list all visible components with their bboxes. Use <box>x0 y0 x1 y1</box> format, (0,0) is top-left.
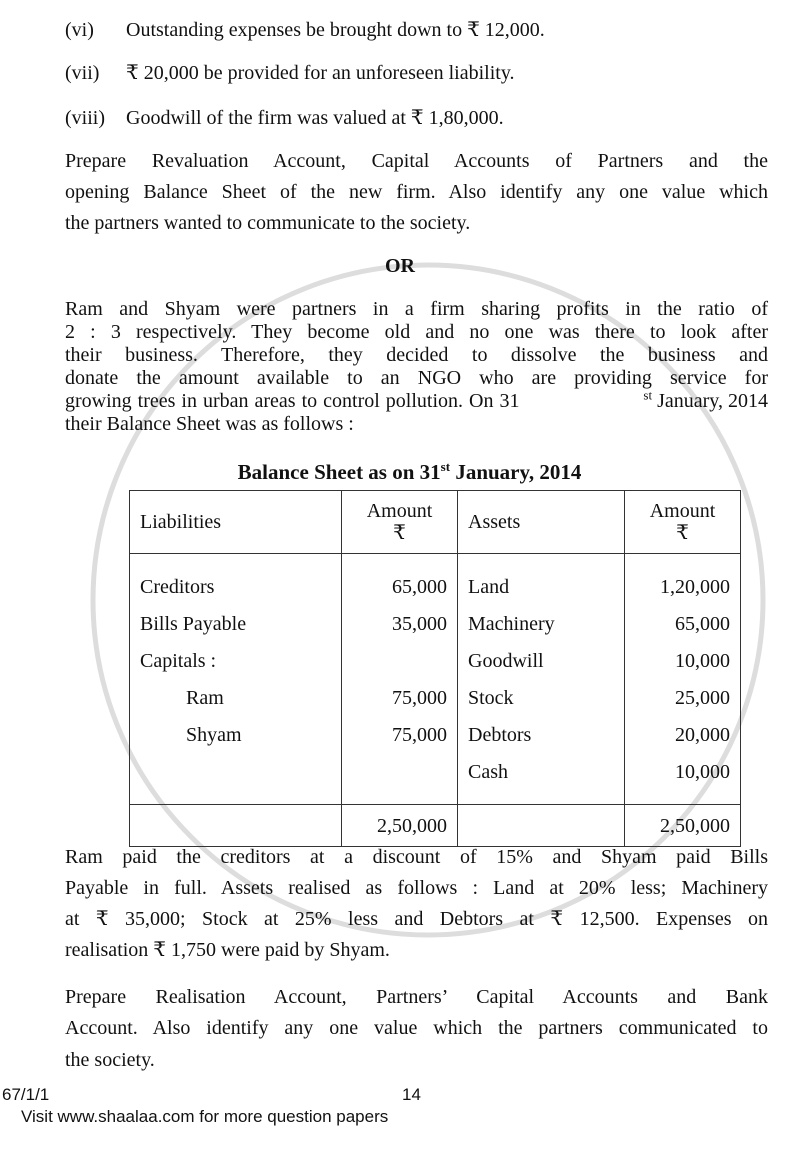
liability-cell: Ram <box>130 679 342 716</box>
amount-cell: 65,000 <box>342 554 458 606</box>
title-text: Balance Sheet as on 31 <box>237 460 441 484</box>
liability-cell: Bills Payable <box>130 605 342 642</box>
paragraph-line: their Balance Sheet was as follows : <box>65 413 354 435</box>
paragraph-line: their business. Therefore, they decided to dissolve the business and <box>65 344 768 366</box>
line-text: January, 2014 <box>652 390 768 412</box>
paragraph-line: Payable in full. Assets realised as follows : Land at 20% less; Machinery <box>65 877 768 899</box>
amount-cell: 75,000 <box>342 679 458 716</box>
header-liabilities: Liabilities <box>130 491 342 554</box>
balance-sheet-table <box>129 490 741 847</box>
paragraph-line: realisation ₹ 1,750 were paid by Shyam. <box>65 939 390 961</box>
asset-cell: Stock <box>458 679 625 716</box>
table-title <box>129 460 690 484</box>
amount-cell: 10,000 <box>625 642 741 679</box>
asset-cell: Machinery <box>458 605 625 642</box>
table-row <box>130 605 741 642</box>
item-text: Goodwill of the firm was valued at ₹ 1,80,000. <box>126 107 504 129</box>
rupee-icon: ₹ <box>393 522 406 544</box>
item-number: (viii) <box>65 107 105 129</box>
paragraph-line: Prepare Revaluation Account, Capital Accounts of Partners and the <box>65 150 768 172</box>
asset-cell: Debtors <box>458 716 625 753</box>
amount-cell: 35,000 <box>342 605 458 642</box>
visit-link-text[interactable]: Visit www.shaalaa.com for more question papers <box>21 1107 389 1126</box>
liability-cell <box>130 753 342 805</box>
header-text: Amount <box>366 500 433 522</box>
paper-code: 67/1/1 <box>2 1085 50 1104</box>
paragraph-line <box>65 387 768 412</box>
empty-cell <box>130 805 342 847</box>
header-text: Amount <box>649 500 716 522</box>
paragraph-line: opening Balance Sheet of the new firm. Also identify any one value which <box>65 181 768 203</box>
paragraph-line: at ₹ 35,000; Stock at 25% less and Debtors at ₹ 12,500. Expenses on <box>65 908 768 930</box>
paragraph-line: Prepare Realisation Account, Partners’ Capital Accounts and Bank <box>65 986 768 1008</box>
header-amount <box>342 491 458 554</box>
liability-cell: Creditors <box>130 554 342 606</box>
liability-cell: Capitals : <box>130 642 342 679</box>
paragraph-line: Account. Also identify any one value which the partners communicated to <box>65 1017 768 1039</box>
table-row <box>130 642 741 679</box>
paragraph-line: the partners wanted to communicate to the society. <box>65 212 471 234</box>
date-text <box>643 387 768 412</box>
amount-cell <box>342 753 458 805</box>
table-row <box>130 554 741 606</box>
item-number: (vii) <box>65 62 100 84</box>
asset-cell: Cash <box>458 753 625 805</box>
item-number: (vi) <box>65 19 94 41</box>
paragraph-line: donate the amount available to an NGO who are providing service for <box>65 367 768 389</box>
header-amount <box>625 491 741 554</box>
table-row <box>130 716 741 753</box>
page-number: 14 <box>402 1085 421 1104</box>
line-text: growing trees in urban areas to control pollution. On 31 <box>65 390 520 412</box>
asset-cell: Land <box>458 554 625 606</box>
item-text: ₹ 20,000 be provided for an unforeseen liability. <box>126 62 515 84</box>
paragraph-line: 2 : 3 respectively. They become old and no one was there to look after <box>65 321 768 343</box>
title-text: January, 2014 <box>450 460 582 484</box>
superscript: st <box>643 387 653 403</box>
amount-cell: 10,000 <box>625 753 741 805</box>
table-total-row <box>130 805 741 847</box>
liability-cell: Shyam <box>130 716 342 753</box>
amount-cell: 75,000 <box>342 716 458 753</box>
table-header-row <box>130 491 741 554</box>
table-row <box>130 753 741 805</box>
amount-cell: 25,000 <box>625 679 741 716</box>
amount-cell: 20,000 <box>625 716 741 753</box>
amount-cell: 65,000 <box>625 605 741 642</box>
paragraph-line: the society. <box>65 1049 155 1071</box>
item-text: Outstanding expenses be brought down to ₹ 12,000. <box>126 19 545 41</box>
header-assets: Assets <box>458 491 625 554</box>
empty-cell <box>458 805 625 847</box>
superscript: st <box>440 459 451 474</box>
rupee-icon: ₹ <box>676 522 689 544</box>
paragraph-line: Ram paid the creditors at a discount of 15% and Shyam paid Bills <box>65 846 768 868</box>
amount-cell <box>342 642 458 679</box>
amount-cell: 1,20,000 <box>625 554 741 606</box>
or-heading: OR <box>385 255 415 277</box>
total-liabilities: 2,50,000 <box>342 805 458 847</box>
paragraph-line: Ram and Shyam were partners in a firm sharing profits in the ratio of <box>65 298 768 320</box>
asset-cell: Goodwill <box>458 642 625 679</box>
table-row <box>130 679 741 716</box>
total-assets: 2,50,000 <box>625 805 741 847</box>
